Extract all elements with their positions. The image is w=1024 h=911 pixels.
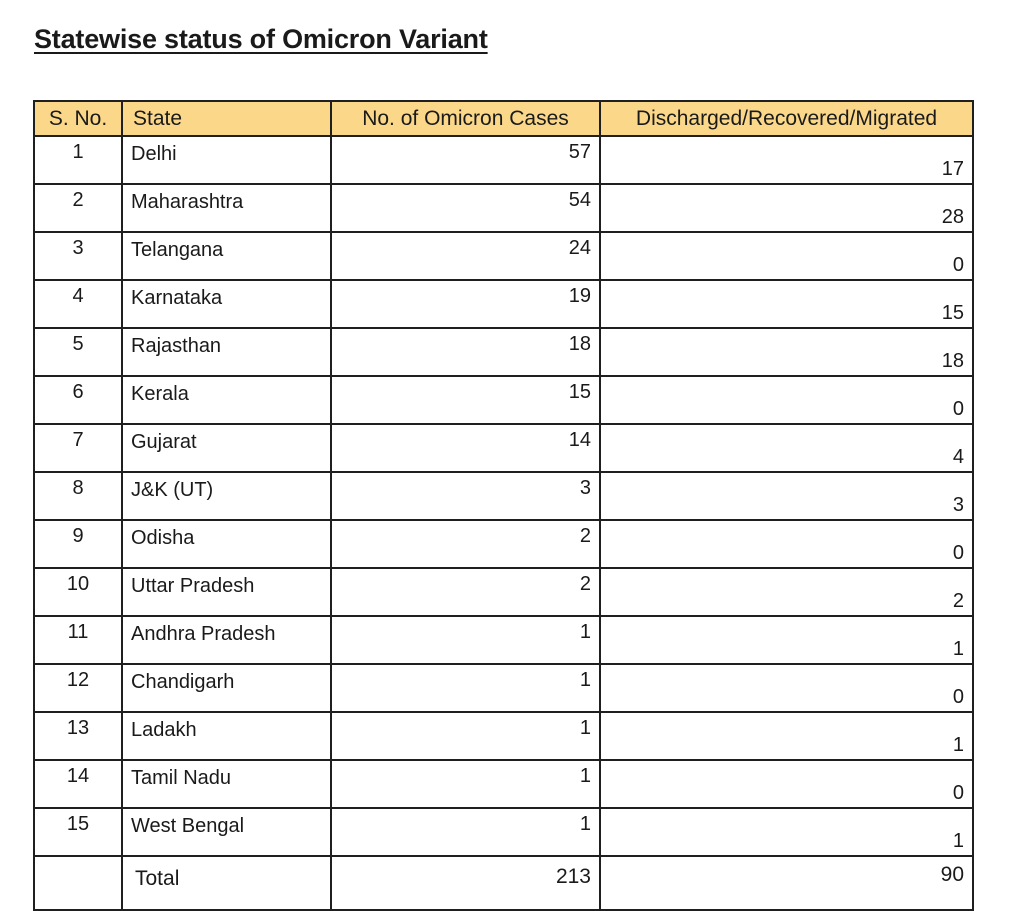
header-sno: S. No. xyxy=(34,101,122,136)
table-row xyxy=(34,808,973,856)
cell-state: Delhi xyxy=(122,136,331,184)
cell-state: Andhra Pradesh xyxy=(122,616,331,664)
cell-discharged: 1 xyxy=(600,712,973,760)
cell-discharged: 28 xyxy=(600,184,973,232)
table-row xyxy=(34,280,973,328)
cell-state: Tamil Nadu xyxy=(122,760,331,808)
table-row xyxy=(34,616,973,664)
cell-discharged: 0 xyxy=(600,376,973,424)
cell-state: Telangana xyxy=(122,232,331,280)
table-row xyxy=(34,184,973,232)
cell-sno: 6 xyxy=(34,376,122,424)
cell-cases: 1 xyxy=(331,808,600,856)
table-row xyxy=(34,712,973,760)
cell-discharged: 0 xyxy=(600,520,973,568)
cell-discharged: 2 xyxy=(600,568,973,616)
cell-state: Rajasthan xyxy=(122,328,331,376)
header-state: State xyxy=(122,101,331,136)
cell-sno: 10 xyxy=(34,568,122,616)
table-row xyxy=(34,472,973,520)
total-cases: 213 xyxy=(331,856,600,910)
cell-discharged: 1 xyxy=(600,616,973,664)
cell-state: Uttar Pradesh xyxy=(122,568,331,616)
cell-sno: 5 xyxy=(34,328,122,376)
cell-sno: 7 xyxy=(34,424,122,472)
cell-state: Odisha xyxy=(122,520,331,568)
cell-discharged: 4 xyxy=(600,424,973,472)
cell-cases: 19 xyxy=(331,280,600,328)
header-discharged: Discharged/Recovered/Migrated xyxy=(600,101,973,136)
cell-discharged: 3 xyxy=(600,472,973,520)
cell-sno: 2 xyxy=(34,184,122,232)
cell-sno: 12 xyxy=(34,664,122,712)
cell-cases: 54 xyxy=(331,184,600,232)
table-row xyxy=(34,568,973,616)
table-row xyxy=(34,520,973,568)
cell-sno: 1 xyxy=(34,136,122,184)
cell-cases: 1 xyxy=(331,760,600,808)
cell-sno: 8 xyxy=(34,472,122,520)
cell-state: Chandigarh xyxy=(122,664,331,712)
table-row xyxy=(34,376,973,424)
table-row xyxy=(34,328,973,376)
cell-cases: 1 xyxy=(331,616,600,664)
cell-cases: 2 xyxy=(331,568,600,616)
page-title: Statewise status of Omicron Variant xyxy=(34,24,488,54)
total-discharged: 90 xyxy=(600,856,973,910)
cell-sno: 4 xyxy=(34,280,122,328)
cell-discharged: 0 xyxy=(600,664,973,712)
cell-cases: 15 xyxy=(331,376,600,424)
cell-discharged: 0 xyxy=(600,760,973,808)
cell-discharged: 1 xyxy=(600,808,973,856)
table-row xyxy=(34,760,973,808)
table-row xyxy=(34,136,973,184)
cell-state: Gujarat xyxy=(122,424,331,472)
cell-sno: 15 xyxy=(34,808,122,856)
cell-state: Kerala xyxy=(122,376,331,424)
cell-cases: 2 xyxy=(331,520,600,568)
table-row xyxy=(34,424,973,472)
total-row xyxy=(34,856,973,910)
table-header-row xyxy=(34,101,973,136)
cell-sno: 14 xyxy=(34,760,122,808)
cell-state: West Bengal xyxy=(122,808,331,856)
omicron-status-table xyxy=(33,100,974,911)
cell-cases: 1 xyxy=(331,664,600,712)
cell-cases: 14 xyxy=(331,424,600,472)
cell-sno: 13 xyxy=(34,712,122,760)
cell-state: Ladakh xyxy=(122,712,331,760)
cell-discharged: 18 xyxy=(600,328,973,376)
cell-cases: 24 xyxy=(331,232,600,280)
cell-discharged: 0 xyxy=(600,232,973,280)
total-label: Total xyxy=(122,856,331,910)
cell-discharged: 15 xyxy=(600,280,973,328)
cell-sno: 3 xyxy=(34,232,122,280)
cell-state: Maharashtra xyxy=(122,184,331,232)
cell-cases: 18 xyxy=(331,328,600,376)
cell-state: Karnataka xyxy=(122,280,331,328)
table-row xyxy=(34,664,973,712)
cell-discharged: 17 xyxy=(600,136,973,184)
cell-cases: 3 xyxy=(331,472,600,520)
cell-sno: 9 xyxy=(34,520,122,568)
cell-total-empty xyxy=(34,856,122,910)
cell-cases: 1 xyxy=(331,712,600,760)
cell-state: J&K (UT) xyxy=(122,472,331,520)
cell-cases: 57 xyxy=(331,136,600,184)
table-row xyxy=(34,232,973,280)
header-cases: No. of Omicron Cases xyxy=(331,101,600,136)
cell-sno: 11 xyxy=(34,616,122,664)
